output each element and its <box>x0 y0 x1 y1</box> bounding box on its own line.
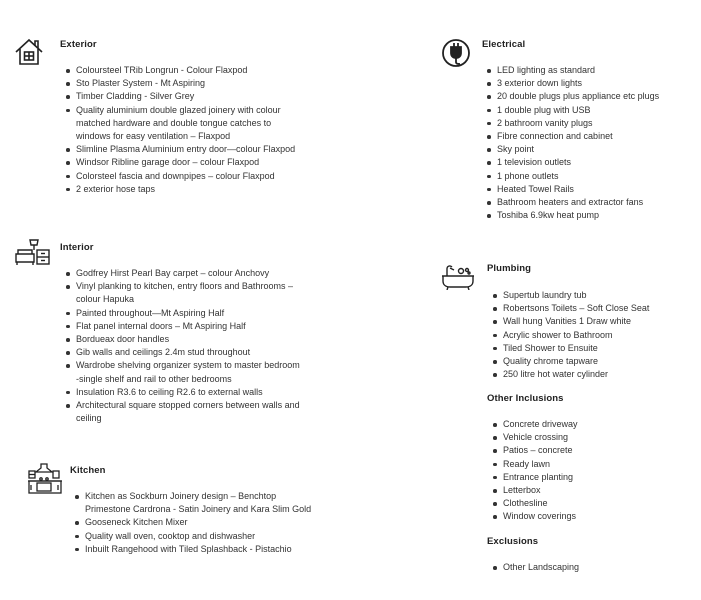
exclusions-list <box>503 561 579 574</box>
plumbing-list <box>503 289 649 381</box>
furniture-icon <box>15 238 51 266</box>
list-item: Entrance planting <box>503 471 578 484</box>
list-item: Quality chrome tapware <box>503 355 649 368</box>
list-item: Gooseneck Kitchen Mixer <box>85 516 311 529</box>
list-item: Clothesline <box>503 497 578 510</box>
list-item: 1 phone outlets <box>497 170 659 183</box>
list-item: 2 bathroom vanity plugs <box>497 117 659 130</box>
bathtub-icon <box>441 264 475 290</box>
exclusions-section <box>487 536 538 547</box>
list-item: Architectural square stopped corners between walls and <box>76 399 300 412</box>
list-item: Wardrobe shelving organizer system to master bedroom <box>76 359 300 372</box>
list-item: Bathroom heaters and extractor fans <box>497 196 659 209</box>
list-item: Ready lawn <box>503 458 578 471</box>
list-item: Bordueax door handles <box>76 333 300 346</box>
electrical-list <box>497 64 659 222</box>
list-item: 2 exterior hose taps <box>76 183 295 196</box>
list-item: Vinyl planking to kitchen, entry floors and Bathrooms – <box>76 280 300 293</box>
list-item: Colorsteel fascia and downpipes – colour Flaxpod <box>76 170 295 183</box>
list-item: Quality wall oven, cooktop and dishwasher <box>85 530 311 543</box>
list-item: Godfrey Hirst Pearl Bay carpet – colour Anchovy <box>76 267 300 280</box>
interior-heading: Interior <box>60 242 94 253</box>
list-item: 1 television outlets <box>497 156 659 169</box>
list-item: Quality aluminium double glazed joinery with colour <box>76 104 295 117</box>
exterior-list <box>76 64 295 196</box>
exterior-heading: Exterior <box>60 39 97 50</box>
list-item: Patios – concrete <box>503 444 578 457</box>
list-item: Sto Plaster System - Mt Aspiring <box>76 77 295 90</box>
other-inclusions-list <box>503 418 578 524</box>
list-item-continuation: -single shelf and rail to other bedrooms <box>76 373 232 384</box>
list-item: Acrylic shower to Bathroom <box>503 329 649 342</box>
list-item: 3 exterior down lights <box>497 77 659 90</box>
list-item: Insulation R3.6 to ceiling R2.6 to external walls <box>76 386 300 399</box>
list-item: Inbuilt Rangehood with Tiled Splashback - Pistachio <box>85 543 311 556</box>
list-item: LED lighting as standard <box>497 64 659 77</box>
list-item: Slimline Plasma Aluminium entry door—colour Flaxpod <box>76 143 295 156</box>
list-item-continuation: windows for easy ventilation – Flaxpod <box>76 131 231 142</box>
interior-list <box>76 267 300 425</box>
plumbing-heading: Plumbing <box>487 263 532 274</box>
kitchen-section <box>70 465 106 476</box>
list-item: Supertub laundry tub <box>503 289 649 302</box>
list-item: Robertsons Toilets – Soft Close Seat <box>503 302 649 315</box>
list-item-continuation: Primestone Cardrona - Satin Joinery and Kara Slim Gold <box>85 504 312 515</box>
exterior-section <box>60 39 97 50</box>
house-icon <box>14 37 44 67</box>
list-item-continuation: colour Hapuka <box>76 294 135 305</box>
list-item: Toshiba 6.9kw heat pump <box>497 209 659 222</box>
list-item: Kitchen as Sockburn Joinery design – Benchtop <box>85 490 311 503</box>
plug-icon <box>441 38 471 68</box>
electrical-heading: Electrical <box>482 39 526 50</box>
list-item: Fibre connection and cabinet <box>497 130 659 143</box>
list-item: Vehicle crossing <box>503 431 578 444</box>
list-item: 1 double plug with USB <box>497 104 659 117</box>
list-item: Heated Towel Rails <box>497 183 659 196</box>
list-item: Windsor Ribline garage door – colour Flaxpod <box>76 156 295 169</box>
list-item: Tiled Shower to Ensuite <box>503 342 649 355</box>
exclusions-heading: Exclusions <box>487 536 539 547</box>
list-item: Concrete driveway <box>503 418 578 431</box>
list-item: 20 double plugs plus appliance etc plugs <box>497 90 659 103</box>
other-inclusions-heading: Other Inclusions <box>487 393 564 404</box>
list-item: Timber Cladding - Silver Grey <box>76 90 295 103</box>
list-item: Gib walls and ceilings 2.4m stud throughout <box>76 346 300 359</box>
list-item: Letterbox <box>503 484 578 497</box>
list-item-continuation: matched hardware and double tongue catches to <box>76 117 272 128</box>
kitchen-heading: Kitchen <box>70 465 106 476</box>
list-item-continuation: ceiling <box>76 413 102 424</box>
kitchen-icon <box>27 463 63 495</box>
list-item: Painted throughout—Mt Aspiring Half <box>76 307 300 320</box>
list-item: Window coverings <box>503 510 578 523</box>
list-item: Wall hung Vanities 1 Draw white <box>503 315 649 328</box>
list-item: Sky point <box>497 143 659 156</box>
plumbing-section <box>487 263 531 274</box>
list-item: Flat panel internal doors – Mt Aspiring Half <box>76 320 300 333</box>
list-item: Coloursteel TRib Longrun - Colour Flaxpod <box>76 64 295 77</box>
list-item: 250 litre hot water cylinder <box>503 368 649 381</box>
kitchen-list <box>85 490 311 556</box>
electrical-section <box>482 39 525 50</box>
other-inclusions-section <box>487 393 564 404</box>
list-item: Other Landscaping <box>503 561 579 574</box>
interior-section <box>60 242 94 253</box>
